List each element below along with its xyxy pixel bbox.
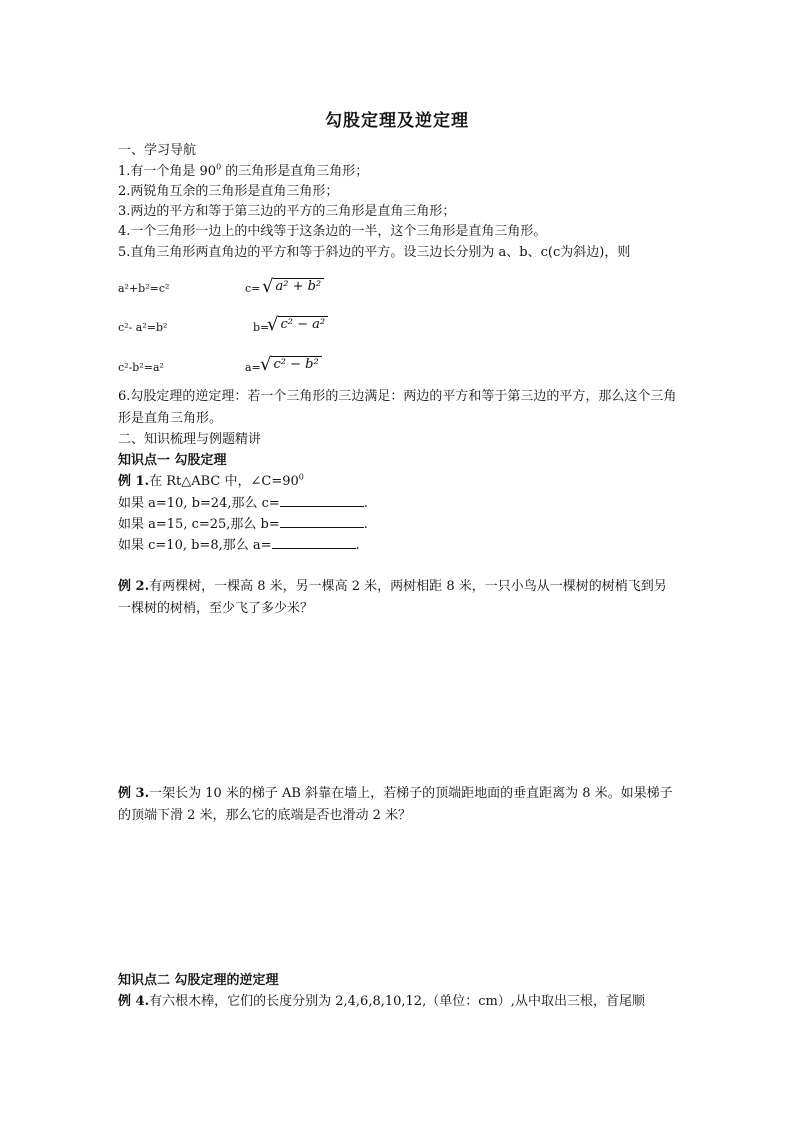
formula-2-left: c²- a²=b²	[118, 321, 168, 334]
question-2-text: 如果 a=15, c=25,那么 b=	[118, 517, 280, 532]
radicand-1: a² + b²	[273, 278, 324, 295]
period: .	[363, 517, 368, 532]
radicand-3: c² − b²	[271, 356, 321, 373]
nav-item-1	[118, 163, 678, 181]
example-4-label: 例 4.	[118, 994, 150, 1009]
nav-item-5: 5.直角三角形两直角边的平方和等于斜边的平方。设三边长分别为 a、b、c(c为斜边)，则	[118, 245, 631, 260]
sqrt-expression-3	[260, 352, 322, 373]
formula-1-label: c=	[245, 282, 261, 295]
radical-sign-icon: √	[262, 276, 274, 297]
example-2-text: 有两棵树，一棵高 8 米，另一棵高 2 米，两树相距 8 米，一只小鸟从一棵树的树梢飞到另一棵树的树梢，至少飞了多少米？	[118, 579, 667, 616]
example-1-question-3	[118, 536, 678, 555]
example-1-question-2	[118, 515, 678, 534]
example-2	[118, 576, 678, 620]
formula-2-label: b=	[253, 321, 270, 334]
nav-item-4: 4.一个三角形一边上的中线等于这条边的一半，这个三角形是直角三角形。	[118, 224, 547, 239]
period: .	[355, 538, 360, 553]
example-4	[118, 993, 678, 1011]
nav-item-1-text-b: 的三角形是直角三角形；	[221, 164, 369, 179]
example-1-label: 例 1.	[118, 474, 150, 489]
converse-theorem-text: 6.勾股定理的逆定理：若一个三角形的三边满足：两边的平方和等于第三边的平方，那么这个三角形是直角三角形。	[118, 389, 677, 426]
sqrt-expression-1	[262, 274, 324, 295]
example-3-label: 例 3.	[118, 786, 150, 801]
nav-item-2: 2.两锐角互余的三角形是直角三角形；	[118, 184, 339, 199]
sqrt-expression-2	[267, 312, 328, 333]
answer-blank-2[interactable]	[280, 515, 364, 528]
example-4-text: 有六根木棒，它们的长度分别为 2,4,6,8,10,12,（单位：cm）,从中取出三根，首尾顺	[149, 994, 645, 1009]
period: .	[363, 496, 368, 511]
example-2-label: 例 2.	[118, 579, 150, 594]
example-1-text: 在 Rt△ABC 中，∠C=90	[149, 474, 299, 489]
degree-superscript: 0	[298, 472, 304, 482]
nav-item-3: 3.两边的平方和等于第三边的平方的三角形是直角三角形；	[118, 204, 456, 219]
radical-sign-icon: √	[267, 314, 279, 335]
radicand-2: c² − a²	[278, 316, 328, 333]
knowledge-point-1: 知识点一 勾股定理	[118, 453, 227, 468]
formula-1-left: a²+b²=c²	[118, 282, 170, 295]
question-1-text: 如果 a=10, b=24,那么 c=	[118, 496, 280, 511]
knowledge-point-2: 知识点二 勾股定理的逆定理	[118, 973, 279, 988]
section-heading-2: 二、知识梳理与例题精讲	[118, 432, 262, 447]
formula-3-left: c²-b²=a²	[118, 361, 164, 374]
page-title: 勾股定理及逆定理	[325, 111, 469, 131]
formula-3-label: a=	[245, 361, 261, 374]
degree-superscript: 0	[216, 162, 222, 172]
answer-blank-3[interactable]	[272, 536, 356, 549]
example-3	[118, 783, 678, 827]
section-heading-1: 一、学习导航	[118, 143, 197, 158]
radical-sign-icon: √	[260, 354, 272, 375]
answer-blank-1[interactable]	[280, 494, 364, 507]
nav-item-1-text-a: 1.有一个角是 90	[118, 164, 217, 179]
example-1-stem	[118, 473, 678, 491]
question-3-text: 如果 c=10, b=8,那么 a=	[118, 538, 272, 553]
example-1-question-1	[118, 494, 678, 513]
example-3-text: 一架长为 10 米的梯子 AB 斜靠在墙上，若梯子的顶端距地面的垂直距离为 8 米。如果梯子的顶端下滑 2 米，那么它的底端是否也滑动 2 米？	[118, 786, 673, 823]
